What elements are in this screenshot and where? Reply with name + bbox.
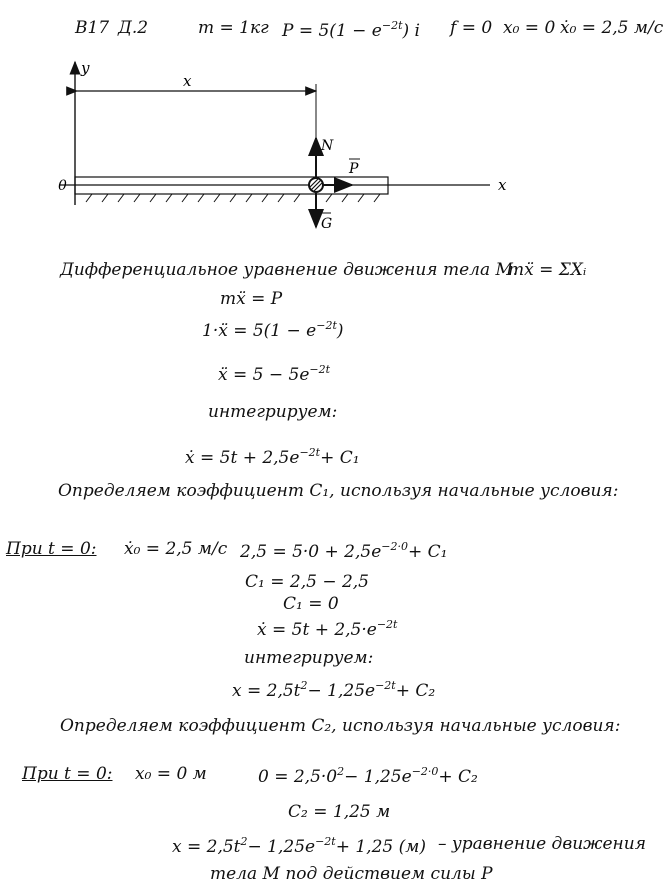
origin-label: 0 [58, 178, 67, 194]
friction-value: f = 0 [450, 18, 493, 38]
final-text-line-1: – уравнение движения [438, 834, 646, 854]
eq-velocity [185, 447, 360, 467]
eq-acceleration-exponent: −2t [309, 363, 331, 376]
eq-velocity-final-prefix: ẋ = 5t + 2,5·e [257, 620, 377, 640]
eq-position-mid: − 1,25e [307, 681, 376, 701]
eq-position-exponent-2: −2t [375, 679, 396, 692]
eq-c1-substituted-exponent: −2·0 [381, 540, 408, 553]
eq-c2-substituted-exponent-1: 2 [337, 765, 345, 778]
integrate-label-2: интегрируем: [244, 648, 374, 668]
task-label: Д.2 [118, 18, 149, 38]
variant-label: В17 [75, 18, 110, 38]
eq-c2-result: C₂ = 1,25 м [288, 802, 391, 822]
force-law-prefix: P = 5(1 − e [282, 21, 382, 41]
eq-substituted-exponent: −2t [316, 319, 337, 332]
eq-c2-substituted-mid: − 1,25e [344, 767, 412, 787]
eq-c2-substituted-suffix: + C₂ [438, 767, 478, 787]
eq-substituted [202, 320, 344, 340]
final-text-line-2: тела М под действием силы P [210, 864, 493, 884]
eq-substituted-prefix: 1·ẍ = 5(1 − e [202, 321, 317, 341]
eq-position [232, 680, 435, 700]
force-law-exponent: −2t [381, 19, 403, 32]
eq-c2-substituted-exponent-2: −2·0 [411, 765, 439, 778]
v0-value: ẋ₀ = 2,5 м/с [560, 18, 663, 38]
eq-newton: mẍ = P [220, 289, 283, 309]
eq-velocity-prefix: ẋ = 5t + 2,5e [185, 448, 300, 468]
eq-c1-calc: C₁ = 2,5 − 2,5 [245, 572, 369, 592]
condition-2-label: При t = 0: [22, 764, 113, 784]
eq-c2-substituted [258, 766, 478, 786]
final-equation-exponent-2: −2t [315, 835, 336, 848]
force-diagram [0, 0, 650, 240]
final-equation-mid: − 1,25e [247, 837, 316, 857]
final-equation [172, 836, 426, 856]
x-axis-label: x [498, 176, 507, 194]
eq-velocity-final [257, 619, 397, 639]
condition-1-label: При t = 0: [6, 539, 97, 559]
mass-value: m = 1кг [198, 18, 269, 38]
eq-c2-substituted-prefix: 0 = 2,5·0 [258, 767, 338, 787]
x-dimension-label: x [183, 72, 192, 90]
final-equation-suffix: + 1,25 (м) [335, 837, 426, 857]
eq-position-prefix: x = 2,5t [232, 681, 301, 701]
final-equation-prefix: x = 2,5t [172, 837, 241, 857]
condition-1-value: ẋ₀ = 2,5 м/с [124, 539, 228, 559]
intro-text: Дифференциальное уравнение движения тела М: [60, 260, 519, 280]
applied-force-label: P [349, 161, 359, 177]
eq-substituted-suffix: ) [336, 321, 344, 341]
eq-position-suffix: + C₂ [395, 681, 436, 701]
integrate-label-1: интегрируем: [208, 402, 338, 422]
condition-2-value: x₀ = 0 м [135, 764, 207, 784]
eq-velocity-final-exponent: −2t [376, 618, 398, 631]
force-law-suffix: ) i [402, 21, 420, 41]
eq-c1-substituted-suffix: + C₁ [408, 542, 448, 562]
eq-c1-result: C₁ = 0 [283, 594, 339, 614]
eq-c1-substituted [240, 541, 447, 561]
eq-acceleration [218, 364, 330, 384]
intro-equation: mẍ = ΣXᵢ [508, 260, 587, 280]
ground-hatching [75, 194, 388, 202]
final-equation-exponent-1: 2 [240, 835, 248, 848]
eq-c1-substituted-prefix: 2,5 = 5·0 + 2,5e [240, 542, 382, 562]
gravity-force-label: G [321, 216, 333, 232]
y-axis-label: y [81, 59, 90, 77]
c1-heading: Определяем коэффициент C₁, используя начальные условия: [58, 481, 619, 501]
eq-velocity-suffix: + C₁ [320, 448, 360, 468]
c2-heading: Определяем коэффициент C₂, используя начальные условия: [60, 716, 621, 736]
x0-value: x₀ = 0 [503, 18, 556, 38]
eq-velocity-exponent: −2t [299, 446, 321, 459]
eq-position-exponent-1: 2 [300, 679, 308, 692]
normal-force-label: N [321, 138, 334, 154]
eq-acceleration-prefix: ẍ = 5 − 5e [218, 365, 310, 385]
